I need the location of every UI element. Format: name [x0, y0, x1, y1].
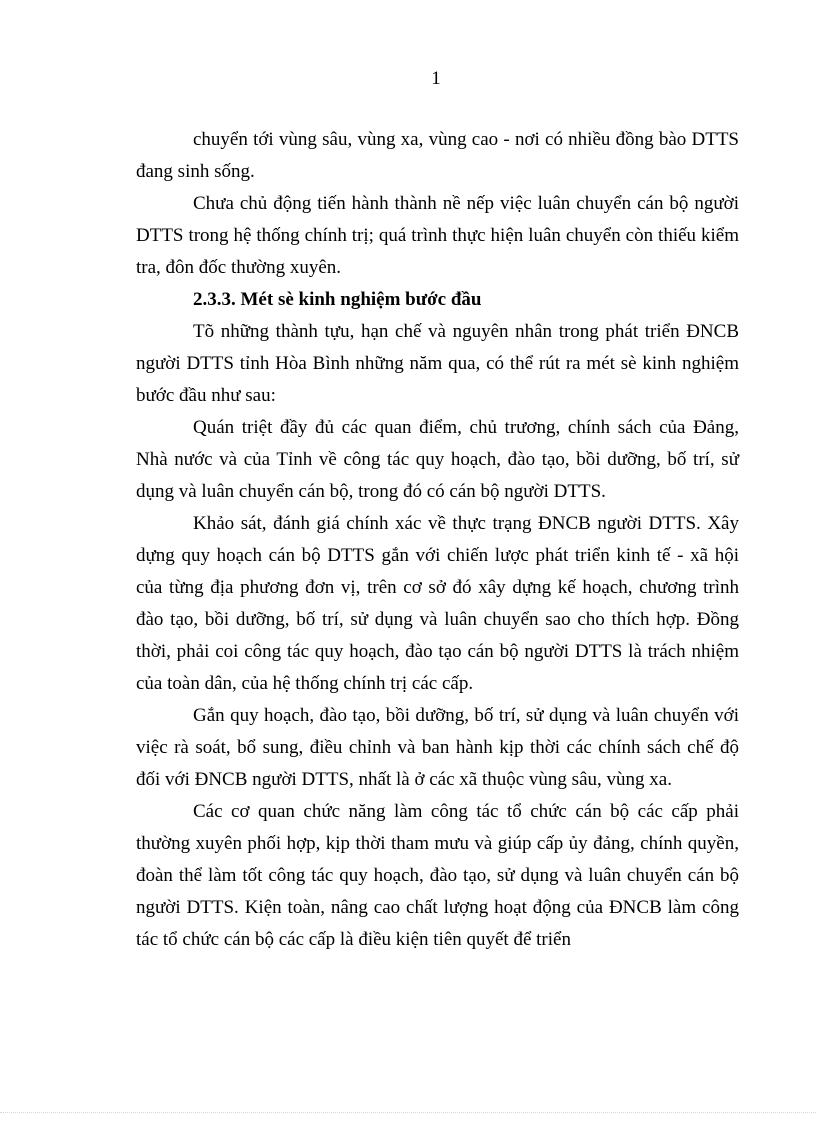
- paragraph: chuyển tới vùng sâu, vùng xa, vùng cao - nơi có nhiều đồng bào DTTS đang sinh sống.: [136, 129, 739, 182]
- paragraph: Quán triệt đầy đủ các quan điểm, chủ trương, chính sách của Đảng, Nhà nước và của Tỉnh về công tác quy hoạch, đào tạo, bồi dưỡng, bố trí, sử dụng và luân chuyển cán bộ, trong đó có cán bộ người DTTS.: [136, 417, 739, 502]
- paragraph: Chưa chủ động tiến hành thành nề nếp việc luân chuyển cán bộ người DTTS trong hệ thống chính trị; quá trình thực hiện luân chuyển còn thiếu kiểm tra, đôn đốc thường xuyên.: [136, 193, 739, 278]
- paragraph: Tõ những thành tựu, hạn chế và nguyên nhân trong phát triển ĐNCB người DTTS tỉnh Hòa Bình những năm qua, có thể rút ra mét sè kinh nghiệm bước đầu như sau:: [136, 321, 739, 406]
- page-number: 1: [431, 68, 441, 89]
- page-bottom-divider: [0, 1112, 816, 1113]
- paragraph: Các cơ quan chức năng làm công tác tổ chức cán bộ các cấp phải thường xuyên phối hợp, kịp thời tham mưu và giúp cấp ủy đảng, chính quyền, đoàn thể làm tốt công tác quy hoạch, đào tạo, sử dụng và luân chuyển cán bộ người DTTS. Kiện toàn, nâng cao chất lượng hoạt động của ĐNCB làm công tác tổ chức cán bộ các cấp là điều kiện tiên quyết để triển: [136, 801, 739, 950]
- paragraph: Khảo sát, đánh giá chính xác về thực trạng ĐNCB người DTTS. Xây dựng quy hoạch cán bộ DTTS gắn với chiến lược phát triển kinh tế - xã hội của từng địa phương đơn vị, trên cơ sở đó xây dựng kế hoạch, chương trình đào tạo, bồi dưỡng, bố trí, sử dụng và luân chuyển sao cho thích hợp. Đồng thời, phải coi công tác quy hoạch, đào tạo cán bộ người DTTS là trách nhiệm của toàn dân, của hệ thống chính trị các cấp.: [136, 513, 739, 694]
- paragraph: Gắn quy hoạch, đào tạo, bồi dưỡng, bố trí, sử dụng và luân chuyển với việc rà soát, bổ sung, điều chỉnh và ban hành kịp thời các chính sách chế độ đối với ĐNCB người DTTS, nhất là ở các xã thuộc vùng sâu, vùng xa.: [136, 705, 739, 790]
- document-body: [136, 124, 739, 956]
- section-heading: 2.3.3. Mét sè kinh nghiệm bước đầu: [193, 289, 482, 310]
